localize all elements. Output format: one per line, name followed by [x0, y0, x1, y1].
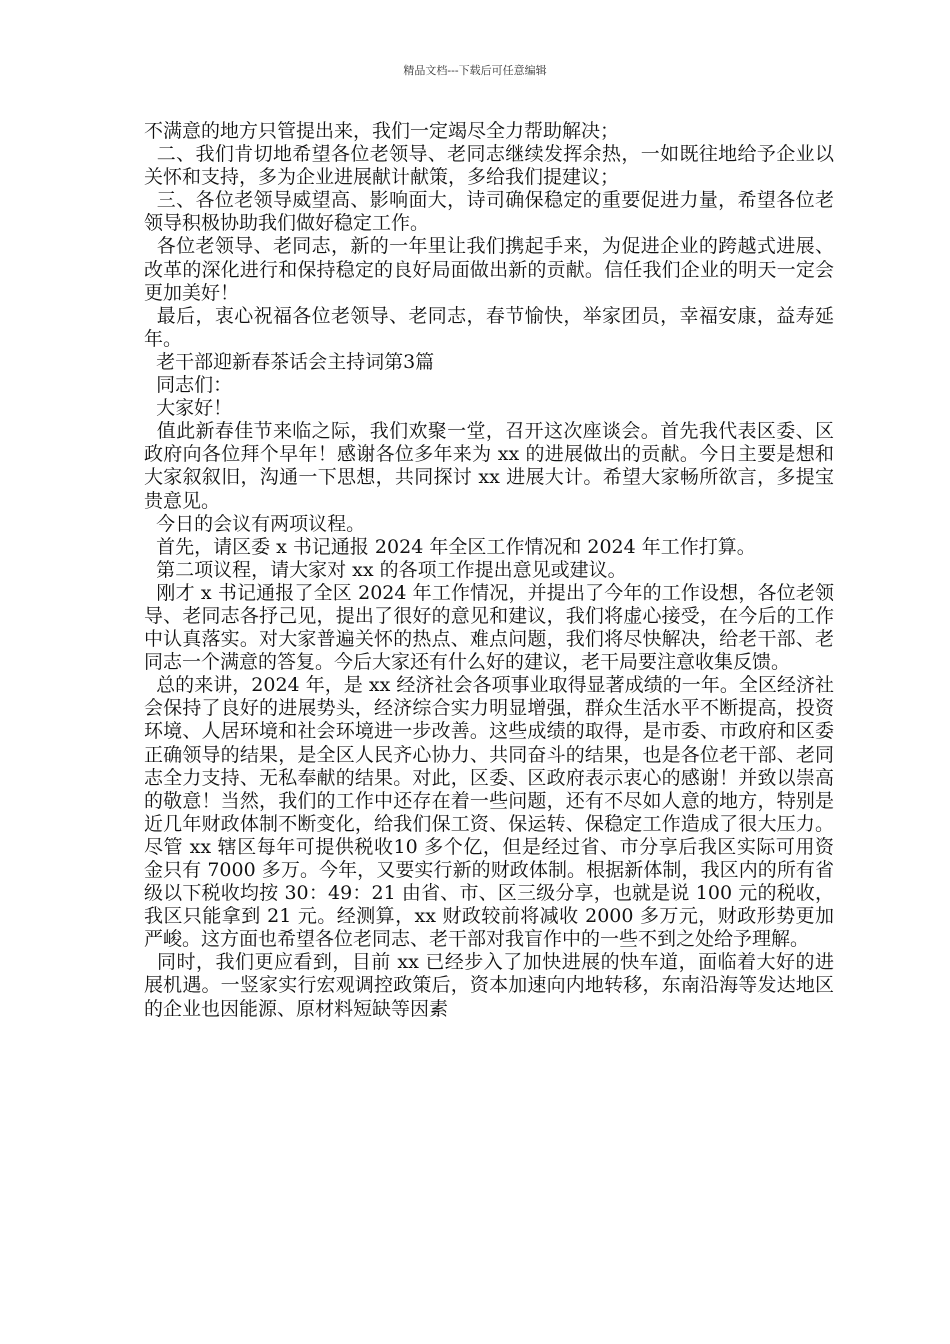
paragraph: 首先，请区委 x 书记通报 2024 年全区工作情况和 2024 年工作打算。: [144, 535, 756, 558]
paragraph: 不满意的地方只管提出来，我们一定竭尽全力帮助解决；: [144, 120, 620, 142]
paragraph: 各位老领导、老同志，新的一年里让我们携起手来，为促进企业的跨越式进展、改革的深化进行和保持稳定的良好局面做出新的贡献。信任我们企业的明天一定会更加美好！: [144, 235, 834, 304]
paragraph: 二、我们肯切地希望各位老领导、老同志继续发挥余热，一如既往地给予企业以关怀和支持，多为企业进展献计献策，多给我们提建议；: [144, 143, 834, 189]
paragraph: 三、各位老领导威望高、影响面大，诗司确保稳定的重要促进力量，希望各位老领导积极协助我们做好稳定工作。: [144, 189, 834, 235]
section-heading: 老干部迎新春茶话会主持词第3篇: [144, 350, 435, 373]
paragraph: 最后，衷心祝福各位老领导、老同志，春节愉快，举家团员，幸福安康，益寿延年。: [144, 304, 834, 350]
paragraph: 值此新春佳节来临之际，我们欢聚一堂，召开这次座谈会。首先我代表区委、区政府向各位拜个早年！感谢各位多年来为 xx 的进展做出的贡献。今日主要是想和大家叙叙旧，沟通一下思想，共同探讨 xx 进展大计。希望大家畅所欲言，多提宝贵意见。: [144, 420, 834, 512]
paragraph: 第二项议程，请大家对 xx 的各项工作提出意见或建议。: [144, 558, 627, 581]
salutation: 同志们：: [144, 374, 233, 397]
paragraph: 同时，我们更应看到，目前 xx 已经步入了加快进展的快车道，面临着大好的进展机遇。一竖家实行宏观调控政策后，资本加速向内地转移，东南沿海等发达地区的企业也因能源、原材料短缺等因素: [144, 951, 834, 1020]
paragraph: 总的来讲，2024 年，是 xx 经济社会各项事业取得显著成绩的一年。全区经济社会保持了良好的进展势头，经济综合实力明显增强，群众生活水平不断提高，投资环境、人居环境和社会环境进一步改善。这些成绩的取得，是市委、市政府和区委正确领导的结果，是全区人民齐心协力、共同奋斗的结果，也是各位老干部、老同志全力支持、无私奉献的结果。对此，区委、区政府表示衷心的感谢！并致以崇高的敬意！当然，我们的工作中还存在着一些问题，还有不尽如人意的地方，特别是近几年财政体制不断变化，给我们保工资、保运转、保稳定工作造成了很大压力。尽管 xx 辖区每年可提供税收10 多个亿，但是经过省、市分享后我区实际可用资金只有 7000 多万。今年，又要实行新的财政体制。根据新体制，我区内的所有省级以下税收均按 30：49：21 由省、市、区三级分享，也就是说 100 元的税收，我区只能拿到 21 元。经测算，xx 财政较前将减收 2000 多万元，财政形势更加严峻。这方面也希望各位老同志、老干部对我盲作中的一些不到之处给予理解。: [144, 674, 834, 951]
document-body: [144, 120, 834, 1021]
greeting: 大家好！: [144, 397, 233, 420]
page-header: 精品文档---下载后可任意编辑: [403, 64, 547, 77]
paragraph: 刚才 x 书记通报了全区 2024 年工作情况，并提出了今年的工作设想，各位老领导、老同志各抒己见，提出了很好的意见和建议，我们将虚心接受，在今后的工作中认真落实。对大家普遍关怀的热点、难点问题，我们将尽快解决，给老干部、老同志一个满意的答复。今后大家还有什么好的建议，老干局要注意收集反馈。: [144, 581, 834, 674]
paragraph: 今日的会议有两项议程。: [144, 512, 366, 535]
